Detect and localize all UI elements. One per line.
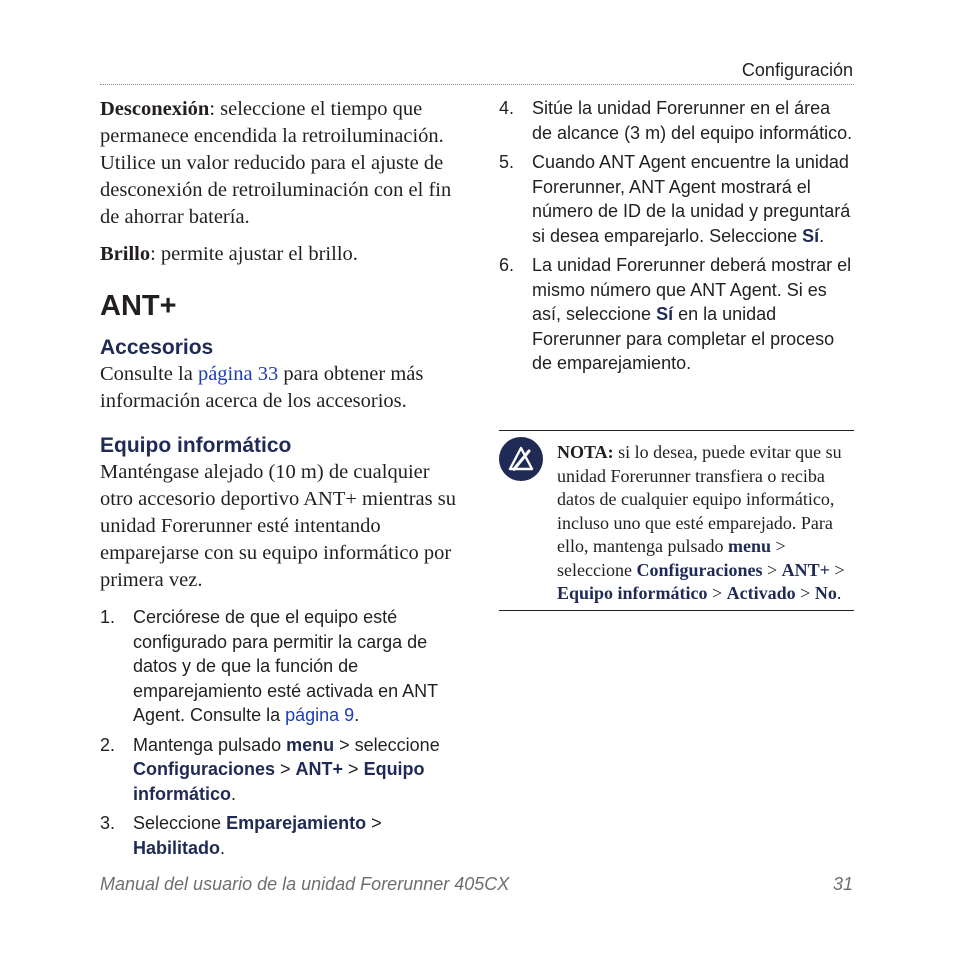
accesorios-text-pre: Consulte la [100,363,198,385]
keyword-ant: ANT+ [295,759,344,779]
note-text-part: > [795,583,815,603]
step-number: 2. [100,734,116,755]
step-text: Sitúe la unidad Forerunner en el área de alcance (3 m) del equipo informático. [532,98,853,143]
desconexion-text: : seleccione el tiempo que permanece encendida la retroiluminación. Utilice un valor reducido para el ajuste de desconexión de retroiluminación con el fin de ahorrar batería. [100,98,452,228]
keyword-configuraciones: Configuraciones [133,759,276,779]
step-text: en la unidad Forerunner para completar el proceso de emparejamiento. [532,304,835,373]
steps-list-right [499,96,854,376]
accesorios-paragraph [100,361,462,415]
brillo-text: : permite ajustar el brillo. [150,243,358,265]
step-text: Seleccione [133,813,227,833]
step-number: 6. [499,255,515,275]
step-text: . [231,783,237,804]
page-33-link[interactable]: página 33 [197,363,279,385]
step-text: . [819,225,825,246]
header-divider [100,84,854,85]
note-text-part: > seleccione [557,536,786,580]
accesorios-heading: Accesorios [100,336,214,359]
note-text-part: > [829,559,845,580]
section-heading-ant: ANT+ [100,290,177,322]
desconexion-term: Desconexión [100,98,210,120]
step-number: 3. [100,813,116,833]
step-text: > [366,813,382,833]
page-9-link[interactable]: página 9 [285,705,355,725]
brillo-term: Brillo [100,243,151,265]
keyword-emparejamiento: Emparejamiento [226,813,367,833]
note-text-part: . [836,583,842,603]
accesorios-text-post: para obtener más información acerca de los accesorios. [100,363,424,412]
equipo-paragraph: Manténgase alejado (10 m) de cualquier otro accesorio deportivo ANT+ mientras su unidad Forerunner esté intentando emparejarse con su equipo informático por primera vez. [100,461,456,591]
keyword-configuraciones: Configuraciones [636,559,763,580]
step-text-end: . [354,705,360,725]
brillo-paragraph [100,241,462,268]
list-item [499,253,854,376]
list-item [100,733,462,807]
steps-list-left [100,605,462,860]
note-box [499,430,854,611]
section-header: Configuración [741,60,853,80]
note-text-part: > [707,583,727,603]
right-column [499,96,854,381]
footer-title: Manual del usuario de la unidad Forerunner 405CX [100,874,510,894]
list-item [100,605,462,728]
step-number: 4. [499,98,515,118]
step-text: Mantenga pulsado [133,734,287,755]
keyword-menu: menu [286,734,335,755]
page-footer [100,874,853,895]
step-text: La unidad Forerunner deberá mostrar el mismo número que ANT Agent. Si es así, seleccione [532,255,852,324]
keyword-menu: menu [727,536,771,556]
note-label: NOTA: [557,442,614,462]
equipo-heading: Equipo informático [100,434,292,457]
step-text: Cuando ANT Agent encuentre la unidad Forerunner, ANT Agent mostrará el número de ID de la unidad y preguntará si desea emparejarlo. Seleccione [532,152,851,246]
list-item [100,811,462,860]
step-text: > [275,759,296,779]
keyword-activado: Activado [726,583,796,603]
keyword-equipo-informatico: Equipo informático [557,583,708,603]
keyword-equipo-informatico: Equipo informático [133,759,425,804]
list-item [499,150,854,248]
page-number: 31 [832,874,853,894]
keyword-ant: ANT+ [781,559,830,580]
step-number: 1. [100,607,116,627]
step-text: . [220,837,226,858]
note-text-part: si lo desea, puede evitar que su unidad Forerunner transfiera o reciba datos de cualquier equipo informático, incluso uno que esté emparejado. Para ello, mantenga pulsado [557,442,842,556]
note-pencil-icon [499,437,543,481]
step-text: Cerciórese de que el equipo esté configurado para permitir la carga de datos y de que la función de emparejamiento esté activada en ANT Agent. Consulte la [133,607,438,725]
step-number: 5. [499,152,515,172]
left-column [100,96,462,865]
step-text: > [343,759,364,779]
list-item [499,96,854,145]
keyword-habilitado: Habilitado [133,837,221,858]
keyword-si: Sí [656,304,674,324]
keyword-si: Sí [802,225,820,246]
note-text [557,441,854,606]
step-text: > seleccione [334,734,440,755]
note-text-part: > [762,559,782,580]
desconexion-paragraph [100,96,462,231]
keyword-no: No [814,583,837,603]
